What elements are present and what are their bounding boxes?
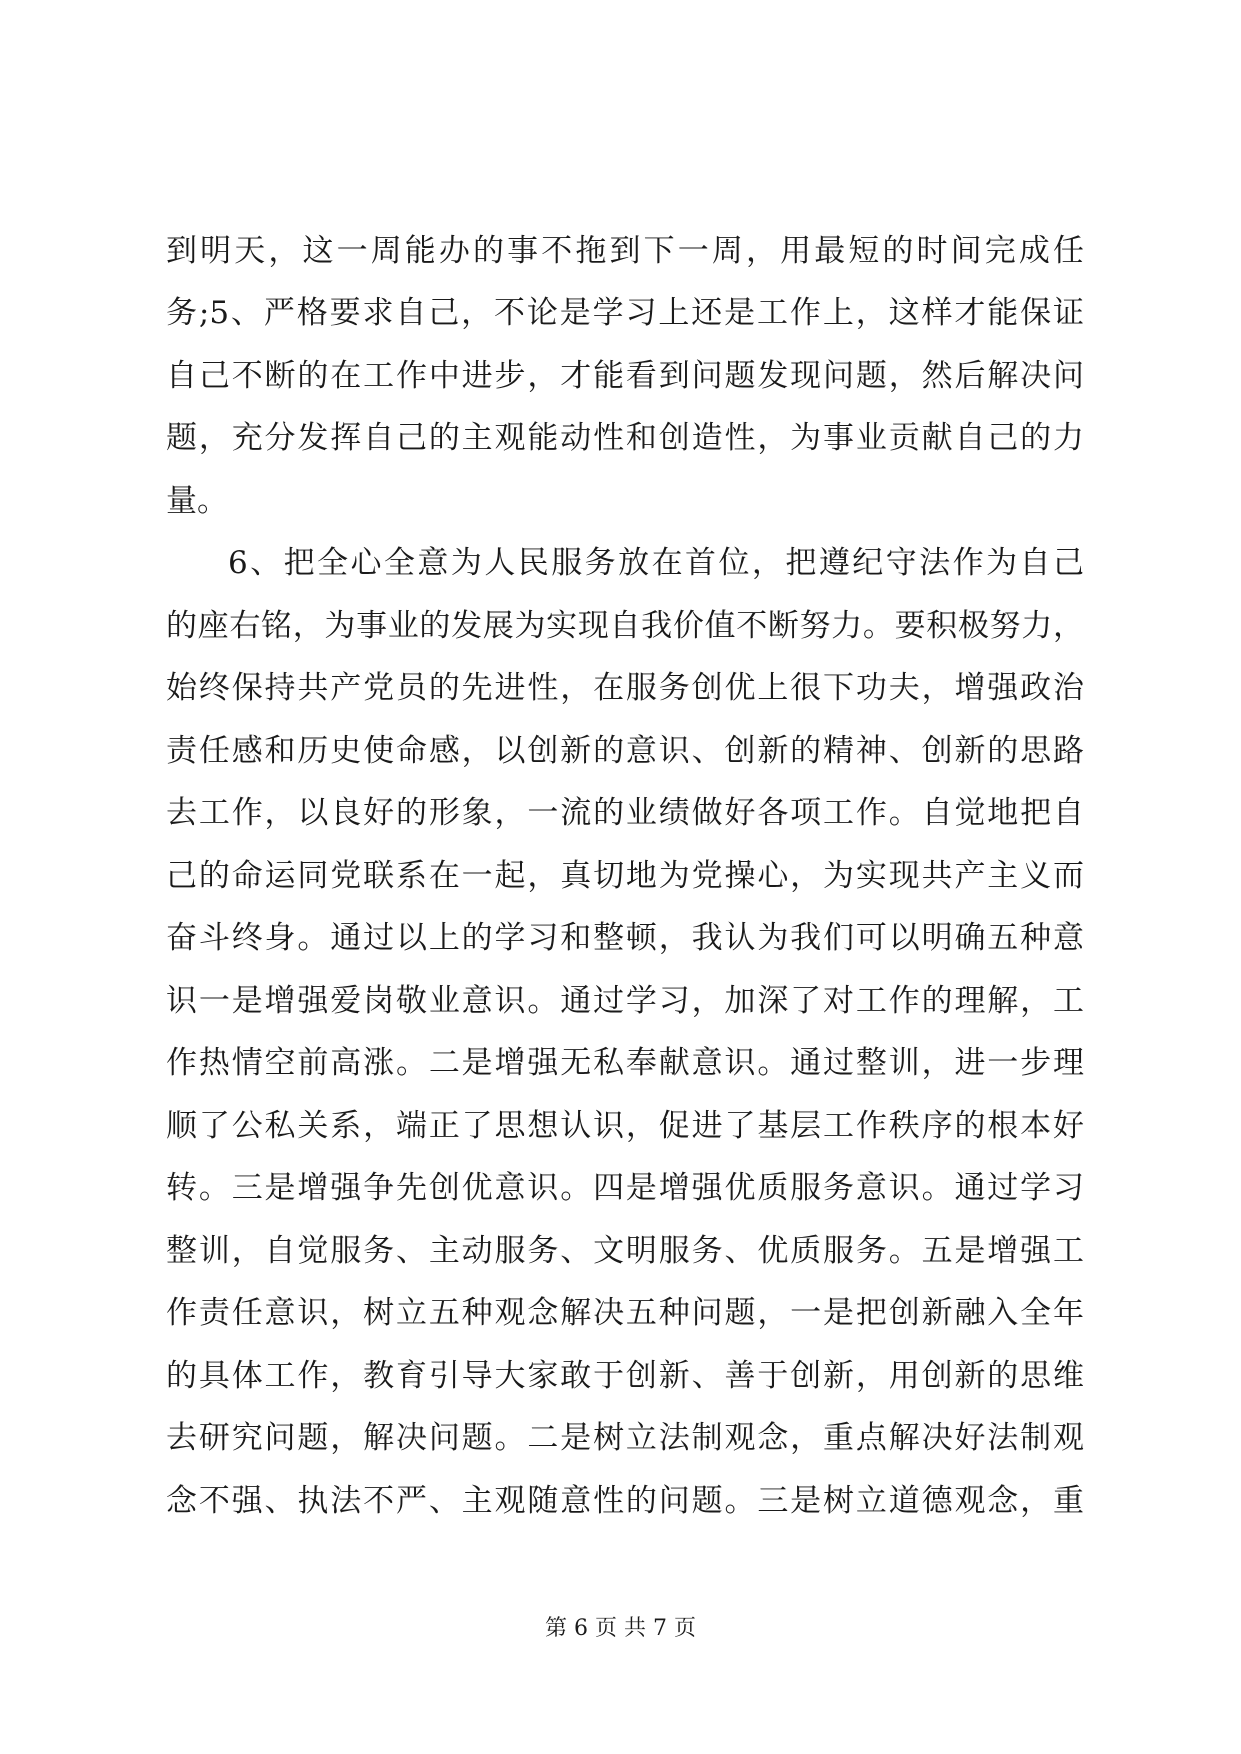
text-line: 念不强、执法不严、主观随意性的问题。三是树立道德观念，重 — [166, 1483, 1084, 1519]
text-line: 去研究问题，解决问题。二是树立法制观念，重点解决好法制观 — [166, 1420, 1084, 1456]
text-line: 题，充分发挥自己的主观能动性和创造性，为事业贡献自己的力 — [166, 420, 1084, 456]
text-line: 整训，自觉服务、主动服务、文明服务、优质服务。五是增强工 — [166, 1233, 1084, 1269]
text-line: 去工作，以良好的形象，一流的业绩做好各项工作。自觉地把自 — [166, 795, 1084, 831]
text-line: 到明天，这一周能办的事不拖到下一周，用最短的时间完成任 — [166, 233, 1084, 269]
text-line: 作责任意识，树立五种观念解决五种问题，一是把创新融入全年 — [166, 1295, 1084, 1331]
text-line: 量。 — [166, 483, 228, 519]
text-line: 责任感和历史使命感，以创新的意识、创新的精神、创新的思路 — [166, 733, 1084, 769]
text-line: 自己不断的在工作中进步，才能看到问题发现问题，然后解决问 — [166, 358, 1084, 394]
paragraph-first-line: 6、把全心全意为人民服务放在首位，把遵纪守法作为自己 — [228, 545, 1084, 581]
text-line: 的具体工作，教育引导大家敢于创新、善于创新，用创新的思维 — [166, 1358, 1084, 1394]
page-number-footer: 第 6 页 共 7 页 — [545, 1616, 696, 1641]
text-line: 务;5、严格要求自己，不论是学习上还是工作上，这样才能保证 — [166, 295, 1084, 331]
text-line: 作热情空前高涨。二是增强无私奉献意识。通过整训，进一步理 — [166, 1045, 1084, 1081]
text-line: 识一是增强爱岗敬业意识。通过学习，加深了对工作的理解，工 — [166, 983, 1084, 1019]
text-line: 始终保持共产党员的先进性，在服务创优上很下功夫，增强政治 — [166, 670, 1084, 706]
text-line: 的座右铭，为事业的发展为实现自我价值不断努力。要积极努力， — [166, 608, 1084, 644]
text-line: 顺了公私关系，端正了思想认识，促进了基层工作秩序的根本好 — [166, 1108, 1084, 1144]
text-line: 转。三是增强争先创优意识。四是增强优质服务意识。通过学习 — [166, 1170, 1084, 1206]
text-line: 己的命运同党联系在一起，真切地为党操心，为实现共产主义而 — [166, 858, 1084, 894]
text-line: 奋斗终身。通过以上的学习和整顿，我认为我们可以明确五种意 — [166, 920, 1084, 956]
